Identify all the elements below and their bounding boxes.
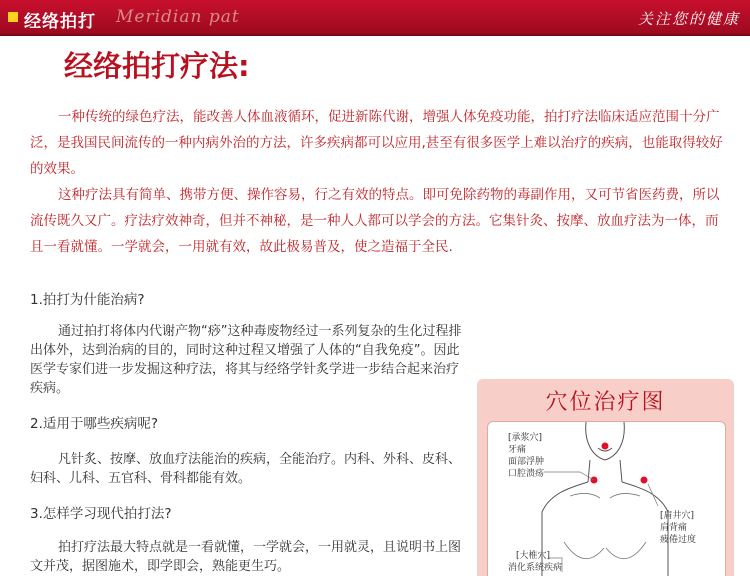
dazhui-desc: 消化系统疾病 (508, 563, 563, 573)
header-title: 经络拍打 (24, 12, 96, 32)
faq-answer-3 (30, 538, 470, 576)
faq-answer-2 (30, 450, 470, 488)
header-subtitle: Meridian pat (116, 7, 240, 27)
jianjing-point-icon (641, 477, 648, 484)
intro-paragraph-2: 这种疗法具有简单、携带方便、操作容易，行之有效的特点。即可免除药物的毒副作用，又可节省医药费，所以流传既久又广。疗法疗效神奇，但并不神秘，是一种人人都可以学会的方法。它集针灸、按摩、放血疗法为一体，而且一看就懂。一学就会，一用就有效，故此极易普及，使之造福于全民. (30, 187, 720, 255)
header-slogan: 关注您的健康 (637, 10, 740, 28)
faq-question-3: 3.怎样学习现代拍打法? (30, 506, 172, 522)
faq-answer-1 (30, 322, 470, 398)
intro-text (30, 104, 730, 260)
jianjing-label: [肩井穴] (660, 511, 695, 521)
faq-answer-1-text: 通过拍打将体内代谢产物“痧”这种毒废物经过一系列复杂的生化过程排出体外，达到治病的目的，同时这种过程又增强了人体的“自我免疫”。因此医学专家们进一步发掘这种疗法，将其与经络学针炙学进一步结合起来治疗疾病。 (30, 324, 462, 396)
chengjiang-desc: 牙痛 面部浮肿 口腔溃疡 (508, 445, 545, 479)
intro-paragraph-1: 一种传统的绿色疗法，能改善人体血液循环，促进新陈代谢，增强人体免疫功能，拍打疗法临床适应范围十分广泛，是我国民间流传的一种内病外治的方法，许多疾病都可以应用,甚至有很多医学上难以治疗的疾病，也能取得较好的效果。 (30, 109, 723, 177)
faq-answer-2-text: 凡针炙、按摩、放血疗法能治的疾病，全能治疗。内科、外科、皮科、妇科、儿科、五官科、骨科都能有效。 (30, 452, 462, 486)
acupoint-card-title: 穴位治疗图 (545, 390, 666, 415)
acupoint-diagram (487, 421, 726, 576)
acupoint-card (477, 379, 734, 576)
jianjing-desc: 肩背痛 疲倦过度 (660, 523, 697, 545)
chengjiang-label: [承浆穴] (508, 433, 543, 443)
header-square-icon (8, 12, 18, 22)
page-title: 经络拍打疗法: (64, 49, 250, 83)
dazhui-label: [大椎穴] (516, 551, 551, 561)
chengjiang-point-icon (602, 443, 609, 450)
faq-question-1: 1.拍打为什能治病? (30, 292, 145, 308)
faq-question-2: 2.适用于哪些疾病呢? (30, 416, 159, 432)
faq-answer-3-text: 拍打疗法最大特点就是一看就懂，一学就会，一用就灵，且说明书上图文并茂，据图施术，即学即会，熟能更生巧。 (30, 540, 462, 574)
header-bar (0, 0, 750, 36)
